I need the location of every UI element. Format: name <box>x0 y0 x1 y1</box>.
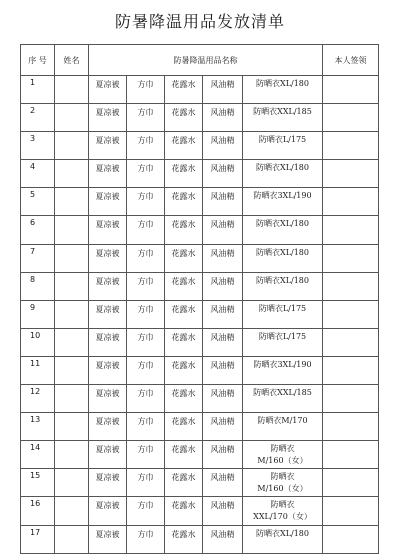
name-cell <box>55 469 89 497</box>
item-cell: 花露水 <box>165 104 203 132</box>
table-row <box>21 497 379 525</box>
item-cell: 夏凉被 <box>89 188 127 216</box>
table-row <box>21 385 379 413</box>
table-row <box>21 160 379 188</box>
size-line: XXL/170（女） <box>253 512 312 522</box>
signature-cell[interactable] <box>323 188 379 216</box>
size-line: 防晒衣XL/180 <box>256 79 309 88</box>
item-cell: 方巾 <box>127 132 165 160</box>
size-cell <box>243 497 323 525</box>
size-line: 防晒衣XL/180 <box>256 219 309 229</box>
item-cell: 花露水 <box>165 356 203 384</box>
item-cell: 夏凉被 <box>89 272 127 300</box>
size-cell <box>243 413 323 441</box>
name-cell <box>55 76 89 104</box>
signature-cell[interactable] <box>323 104 379 132</box>
name-cell <box>55 244 89 272</box>
table-row <box>21 244 379 272</box>
size-line: 防晒衣L/175 <box>258 135 307 145</box>
size-cell <box>243 76 323 104</box>
header-name: 姓名 <box>55 45 89 76</box>
row-number: 8 <box>21 272 55 300</box>
size-cell <box>243 328 323 356</box>
signature-cell[interactable] <box>323 300 379 328</box>
name-cell <box>55 272 89 300</box>
item-cell: 方巾 <box>127 104 165 132</box>
size-line: 防晒衣3XL/190 <box>253 191 312 201</box>
row-number: 16 <box>21 497 55 525</box>
item-cell: 方巾 <box>127 272 165 300</box>
item-cell: 夏凉被 <box>89 132 127 160</box>
item-cell: 花露水 <box>165 385 203 413</box>
row-number: 14 <box>21 441 55 469</box>
signature-cell[interactable] <box>323 441 379 469</box>
table-row <box>21 188 379 216</box>
signature-cell[interactable] <box>323 413 379 441</box>
size-cell <box>243 104 323 132</box>
item-cell: 风油精 <box>203 441 243 469</box>
item-cell: 花露水 <box>165 160 203 188</box>
size-cell <box>243 356 323 384</box>
name-cell <box>55 356 89 384</box>
name-cell <box>55 413 89 441</box>
name-cell <box>55 160 89 188</box>
item-cell: 风油精 <box>203 300 243 328</box>
table-row <box>21 328 379 356</box>
item-cell: 方巾 <box>127 76 165 104</box>
header-row <box>21 45 379 76</box>
item-cell: 花露水 <box>165 132 203 160</box>
item-cell: 风油精 <box>203 188 243 216</box>
table-row <box>21 76 379 104</box>
item-cell: 风油精 <box>203 525 243 553</box>
item-cell: 花露水 <box>165 497 203 525</box>
size-cell <box>243 525 323 553</box>
table-row <box>21 132 379 160</box>
item-cell: 花露水 <box>165 413 203 441</box>
table-row <box>21 469 379 497</box>
name-cell <box>55 441 89 469</box>
size-line: 防晒衣XL/180 <box>256 163 309 173</box>
page-title: 防暑降温用品发放清单 <box>114 12 285 31</box>
item-cell: 夏凉被 <box>89 216 127 244</box>
size-line: 防晒衣XXL/185 <box>253 388 312 398</box>
signature-cell[interactable] <box>323 525 379 553</box>
item-cell: 夏凉被 <box>89 525 127 553</box>
item-cell: 夏凉被 <box>89 441 127 469</box>
item-cell: 方巾 <box>127 497 165 525</box>
item-cell: 花露水 <box>165 300 203 328</box>
signature-cell[interactable] <box>323 385 379 413</box>
row-number: 10 <box>21 328 55 356</box>
item-cell: 风油精 <box>203 356 243 384</box>
row-number: 12 <box>21 385 55 413</box>
size-cell <box>243 300 323 328</box>
item-cell: 花露水 <box>165 272 203 300</box>
item-cell: 夏凉被 <box>89 497 127 525</box>
item-cell: 花露水 <box>165 188 203 216</box>
item-cell: 夏凉被 <box>89 76 127 104</box>
item-cell: 方巾 <box>127 300 165 328</box>
signature-cell[interactable] <box>323 160 379 188</box>
signature-cell[interactable] <box>323 272 379 300</box>
item-cell: 方巾 <box>127 188 165 216</box>
item-cell: 夏凉被 <box>89 104 127 132</box>
item-cell: 花露水 <box>165 76 203 104</box>
item-cell: 方巾 <box>127 328 165 356</box>
size-line: 防晒衣 <box>270 500 295 510</box>
item-cell: 花露水 <box>165 244 203 272</box>
size-line: M/160（女） <box>257 456 308 466</box>
item-cell: 方巾 <box>127 525 165 553</box>
name-cell <box>55 385 89 413</box>
item-cell: 花露水 <box>165 469 203 497</box>
item-cell: 方巾 <box>127 413 165 441</box>
item-cell: 方巾 <box>127 244 165 272</box>
name-cell <box>55 300 89 328</box>
row-number: 15 <box>21 469 55 497</box>
item-cell: 方巾 <box>127 469 165 497</box>
row-number: 1 <box>21 76 55 104</box>
signature-cell[interactable] <box>323 328 379 356</box>
table-row <box>21 413 379 441</box>
size-cell <box>243 188 323 216</box>
item-cell: 风油精 <box>203 132 243 160</box>
row-number: 3 <box>21 132 55 160</box>
item-cell: 风油精 <box>203 385 243 413</box>
item-cell: 风油精 <box>203 469 243 497</box>
signature-cell[interactable] <box>323 132 379 160</box>
item-cell: 花露水 <box>165 525 203 553</box>
name-cell <box>55 216 89 244</box>
size-line: 防晒衣XL/180 <box>256 528 309 538</box>
size-line: 防晒衣3XL/190 <box>253 359 312 369</box>
header-signature: 本人签领 <box>323 45 379 76</box>
item-cell: 风油精 <box>203 104 243 132</box>
item-cell: 夏凉被 <box>89 328 127 356</box>
row-number: 6 <box>21 216 55 244</box>
row-number: 7 <box>21 244 55 272</box>
item-cell: 夏凉被 <box>89 300 127 328</box>
name-cell <box>55 104 89 132</box>
signature-cell[interactable] <box>323 469 379 497</box>
name-cell <box>55 497 89 525</box>
size-line: 防晒衣 <box>270 472 295 482</box>
signature-cell[interactable] <box>323 216 379 244</box>
item-cell: 风油精 <box>203 160 243 188</box>
row-number: 11 <box>21 356 55 384</box>
size-line: 防晒衣XL/180 <box>256 275 309 285</box>
row-number: 17 <box>21 525 55 553</box>
size-line: 防晒衣L/175 <box>258 303 307 313</box>
size-line: 防晒衣L/175 <box>258 331 307 341</box>
size-cell <box>243 441 323 469</box>
item-cell: 夏凉被 <box>89 469 127 497</box>
size-cell <box>243 272 323 300</box>
table-row <box>21 104 379 132</box>
item-cell: 夏凉被 <box>89 385 127 413</box>
item-cell: 夏凉被 <box>89 356 127 384</box>
size-line: 防晒衣XXL/185 <box>253 107 312 117</box>
table-row <box>21 272 379 300</box>
row-number: 2 <box>21 104 55 132</box>
row-number: 4 <box>21 160 55 188</box>
item-cell: 夏凉被 <box>89 244 127 272</box>
item-cell: 夏凉被 <box>89 413 127 441</box>
header-no: 序 号 <box>21 45 55 76</box>
size-cell <box>243 385 323 413</box>
name-cell <box>55 188 89 216</box>
item-cell: 方巾 <box>127 356 165 384</box>
row-number: 13 <box>21 413 55 441</box>
table-row <box>21 300 379 328</box>
item-cell: 花露水 <box>165 328 203 356</box>
table-row <box>21 525 379 553</box>
size-cell <box>243 160 323 188</box>
item-cell: 风油精 <box>203 413 243 441</box>
signature-cell[interactable] <box>323 497 379 525</box>
name-cell <box>55 328 89 356</box>
name-cell <box>55 525 89 553</box>
row-number: 9 <box>21 300 55 328</box>
signature-cell[interactable] <box>323 356 379 384</box>
row-number: 5 <box>21 188 55 216</box>
item-cell: 方巾 <box>127 160 165 188</box>
item-cell: 方巾 <box>127 216 165 244</box>
table-row <box>21 356 379 384</box>
size-line: M/160（女） <box>257 484 308 494</box>
item-cell: 花露水 <box>165 216 203 244</box>
item-cell: 方巾 <box>127 441 165 469</box>
header-items: 防暑降温用品名称 <box>89 45 323 76</box>
item-cell: 风油精 <box>203 244 243 272</box>
item-cell: 风油精 <box>203 272 243 300</box>
item-cell: 风油精 <box>203 76 243 104</box>
name-cell <box>55 132 89 160</box>
item-cell: 风油精 <box>203 497 243 525</box>
distribution-table <box>20 44 379 554</box>
size-line: 防晒衣XL/180 <box>256 247 309 257</box>
item-cell: 方巾 <box>127 385 165 413</box>
item-cell: 花露水 <box>165 441 203 469</box>
size-cell <box>243 469 323 497</box>
item-cell: 风油精 <box>203 328 243 356</box>
size-line: 防晒衣M/170 <box>257 416 308 426</box>
size-cell <box>243 216 323 244</box>
size-cell <box>243 132 323 160</box>
signature-cell[interactable] <box>323 244 379 272</box>
size-cell <box>243 244 323 272</box>
size-line: 防晒衣 <box>270 444 295 454</box>
table-row <box>21 216 379 244</box>
item-cell: 风油精 <box>203 216 243 244</box>
item-cell: 夏凉被 <box>89 160 127 188</box>
table-row <box>21 441 379 469</box>
signature-cell[interactable] <box>323 76 379 104</box>
